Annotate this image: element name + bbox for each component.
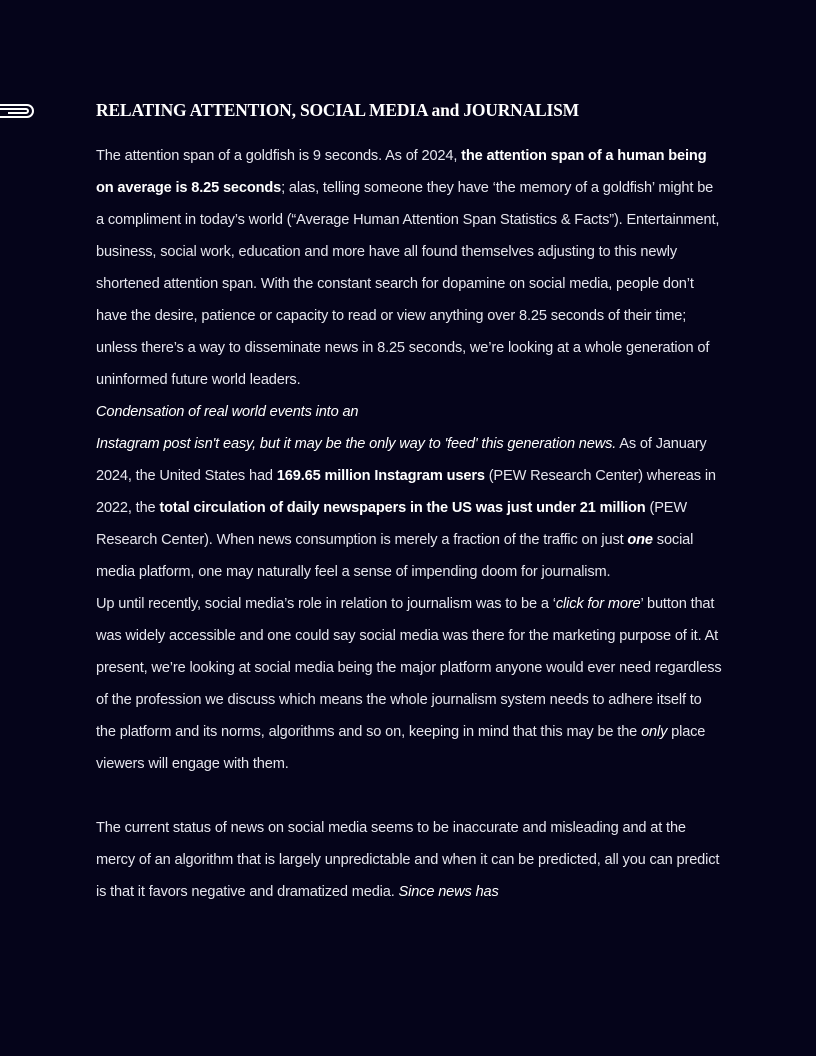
paragraph-4: The current status of news on social media seems to be inaccurate and misleading and at the mercy of an algorithm that is largely unpredictable and when it can be predicted, all you can predict is that it favors negative and dramatized media. Since news has	[96, 820, 720, 900]
paperclip-icon	[0, 102, 36, 120]
paragraph-2: Condensation of real world events into an Instagram post isn't easy, but it may be the only way to 'feed' this generation news. As of January 2024, the United States had 169.65 million Instagram users (PEW Research Center) whereas in 2022, the total circulation of daily newspapers in the US was just under 21 million (PEW Research Center). When news consumption is merely a fraction of the traffic on just one social media platform, one may naturally feel a sense of impending doom for journalism.	[96, 404, 716, 580]
paragraph-1: The attention span of a goldfish is 9 seconds. As of 2024, the attention span of a human being on average is 8.25 seconds; alas, telling someone they have ‘the memory of a goldfish’ might be a compliment in today’s world (“Average Human Attention Span Statistics & Facts”). Entertainment, business, social work, education and more have all found themselves adjusting to this newly shortened attention span. With the constant search for dopamine on social media, people don’t have the desire, patience or capacity to read or view anything over 8.25 seconds of their time; unless there’s a way to disseminate news in 8.25 seconds, we’re looking at a whole generation of uninformed future world leaders.	[96, 148, 720, 388]
article-body	[96, 140, 724, 908]
section-heading: RELATING ATTENTION, SOCIAL MEDIA and JOURNALISM	[96, 100, 579, 120]
paragraph-3: Up until recently, social media’s role in relation to journalism was to be a ‘click for more’ button that was widely accessible and one could say social media was there for the marketing purpose of it. At present, we’re looking at social media being the major platform anyone would ever need regardless of the profession we discuss which means the whole journalism system needs to adhere itself to the platform and its norms, algorithms and so on, keeping in mind that this may be the only place viewers will engage with them.	[96, 596, 722, 772]
